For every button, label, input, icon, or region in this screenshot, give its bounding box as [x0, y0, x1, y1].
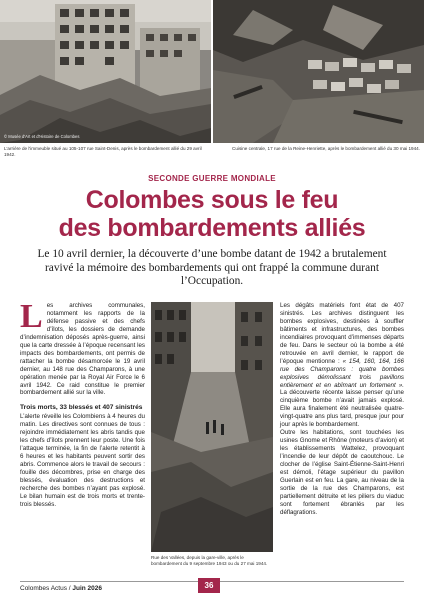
footer-publication — [20, 585, 102, 592]
article-column-3 — [280, 302, 404, 517]
caption-street-photo: Rue des Vallées, depuis la gare-ville, après le bombardement du 9 septembre 1943 ou du 27 mai 1944. — [151, 555, 268, 566]
report-quote: « 154, 160, 164, 166 rue des Champarons : quatre bombes explosives démolissant trois pavillons entièrement et en abîmant un fortement ». — [280, 357, 404, 389]
footer-separator: / — [66, 585, 73, 592]
photo-credit: © Musée d'Art et d'Histoire de Colombes — [4, 134, 80, 139]
publication-name: Colombes Actus — [20, 585, 67, 592]
damage-text: Les dégâts matériels font état de 407 sinistrés. Les archives distinguent les bombes explosives, destinées à souffler bâtiments et infrastructures, des bombes incendiaires provoquant d’immenses départs de feu. Dans le secteur où la bombe a été retrouvée en avril dernier, le rapport de l’époque mentionne : — [280, 302, 404, 365]
article-kicker: SECONDE GUERRE MONDIALE — [148, 174, 276, 183]
photo-building-ruins — [0, 0, 211, 143]
alert-paragraph: L’alerte réveille les Colombiens à 4 heures du matin. Les directives sont connues de tous : rejoindre immédiatement les abris tandis que les chefs d’îlots prennent leur poste. Une fois l’attaque terminée, la fin de l’alerte retentit à 6 heures et les habitants peuvent sortir des abris. Commence alors le travail de secours : fouille des décombres, prise en charge des blessés, évaluation des destructions et recherche des bombes n’ayant pas explosé. Le bilan humain est de trois morts et trente-trois blessés. — [20, 413, 145, 508]
article-lead: Le 10 avril dernier, la découverte d’une bombe datant de 1942 a brutalement ravivé la mémoire des bombardements qui ont frappé la commune durant l’Occupation. — [37, 248, 387, 288]
caption-building-photo: L'arrière de l'immeuble situé au 105-107 rue Saint-Denis, après le bombardement allié du 29 avril 1942. — [4, 146, 202, 157]
drop-cap: L — [20, 298, 43, 335]
factories-paragraph: Outre les habitations, sont touchées les usines Gnome et Rhône (moteurs d’avion) et les établissements Wattelez, provoquant l’incendie de leur dépôt de caoutchouc. Le clocher de l’église Saint-Étienne-Saint-Henri est démoli, l’étage supérieur du pavillon Guerlain est en feu. La gare, au niveau de la sortie de la rue des Champarons, est partiellement détruite et les piliers du viaduc sont fortement ébranlés par les déflagrations. — [280, 429, 404, 516]
street-rubble-illustration — [151, 302, 273, 552]
damage-text-end: La découverte récente laisse penser qu’une cinquième bombe n’avait jamais explosé. Elle aura finalement été neutralisée quatre-vingt-quatre ans plus tard, presque jour pour jour après le bombardement. — [280, 389, 404, 429]
title-line-2: des bombardements alliés — [58, 214, 366, 242]
issue-date: Juin 2026 — [72, 585, 103, 592]
building-ruins-illustration — [0, 0, 211, 143]
page-number: 36 — [198, 578, 220, 593]
intro-paragraph — [20, 298, 145, 397]
photo-street-rubble — [151, 302, 273, 552]
intro-text: es archives communales, notamment les rapports de la défense passive et des chefs d’îlots, les dossiers de demande d’indemnisation déposés après-guerre, ainsi que la carte dressée à l’époque recensant les impacts des bombardements, ont permis de rattacher la bombe désamorcée le 19 avril dernier, au 148 rue des Champarons, à une opération menée par la Royal Air Force le 6 avril 1942. Ce raid constitue le premier bombardement allié sur la ville. — [20, 302, 145, 397]
caption-kitchen-photo: Cuisine centrale, 17 rue de la Reine-Henriette, après le bombardement allié du 30 mai 1944. — [232, 146, 420, 151]
damage-paragraph — [280, 302, 404, 429]
section-subheading: Trois morts, 33 blessés et 407 sinistrés — [20, 404, 143, 412]
photo-kitchen-ruins — [213, 0, 424, 143]
article-title — [20, 186, 404, 242]
article-column-1 — [20, 298, 145, 509]
kitchen-ruins-illustration — [213, 0, 424, 143]
title-line-1: Colombes sous le feu — [85, 186, 339, 214]
